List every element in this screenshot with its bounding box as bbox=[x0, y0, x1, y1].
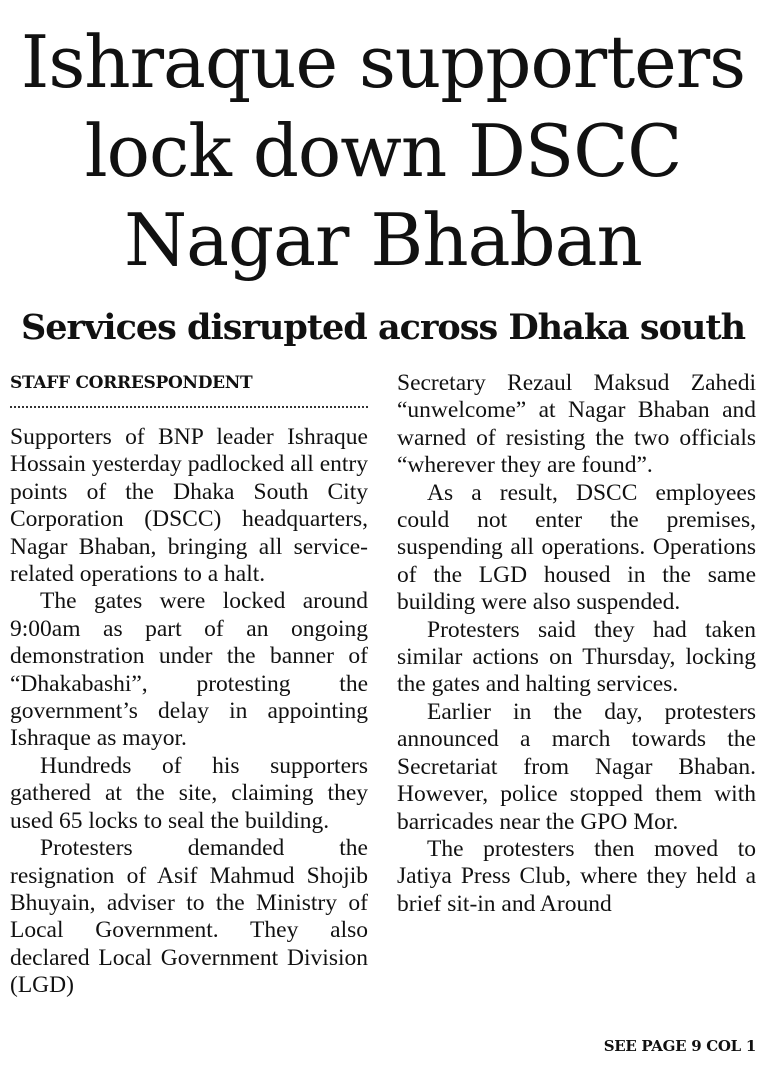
continuation-jump: SEE PAGE 9 COL 1 bbox=[603, 1037, 756, 1055]
headline-line-2: lock down DSCC bbox=[84, 109, 682, 193]
paragraph: The gates were locked around 9:00am as part of an ongoing demonstration under the banner of “Dhakabashi”, protesting the government’s delay in appointing Ishraque as mayor. bbox=[10, 588, 368, 752]
paragraph: Protesters demanded the resignation of Asif Mahmud Shojib Bhuyain, adviser to the Ministry of Local Government. They also declared Local Government Division (LGD) bbox=[10, 835, 368, 999]
headline-line-1: Ishraque supporters bbox=[20, 20, 746, 104]
headline-line-3: Nagar Bhaban bbox=[124, 198, 642, 282]
paragraph: As a result, DSCC employees could not enter the premises, suspending all operations. Operations of the LGD housed in the same building were also suspended. bbox=[397, 479, 756, 616]
paragraph: Supporters of BNP leader Ishraque Hossain yesterday padlocked all entry points of the Dhaka South City Corporation (DSCC) headquarters, Nagar Bhaban, bringing all service-related operations to a halt. bbox=[10, 424, 368, 588]
article-column-2 bbox=[397, 370, 756, 918]
article-column-1 bbox=[10, 424, 368, 1000]
paragraph: Protesters said they had taken similar actions on Thursday, locking the gates and halting services. bbox=[397, 616, 756, 698]
paragraph: Hundreds of his supporters gathered at the site, claiming they used 65 locks to seal the building. bbox=[10, 752, 368, 834]
paragraph: Secretary Rezaul Maksud Zahedi “unwelcome” at Nagar Bhaban and warned of resisting the two officials “wherever they are found”. bbox=[397, 370, 756, 479]
paragraph: Earlier in the day, protesters announced a march towards the Secretariat from Nagar Bhaban. However, police stopped them with barricades near the GPO Mor. bbox=[397, 698, 756, 835]
subheadline: Services disrupted across Dhaka south bbox=[20, 307, 746, 348]
paragraph: The protesters then moved to Jatiya Press Club, where they held a brief sit-in and Around bbox=[397, 835, 756, 917]
byline: STAFF CORRESPONDENT bbox=[10, 373, 253, 393]
headline bbox=[0, 18, 766, 285]
byline-divider bbox=[10, 406, 368, 408]
